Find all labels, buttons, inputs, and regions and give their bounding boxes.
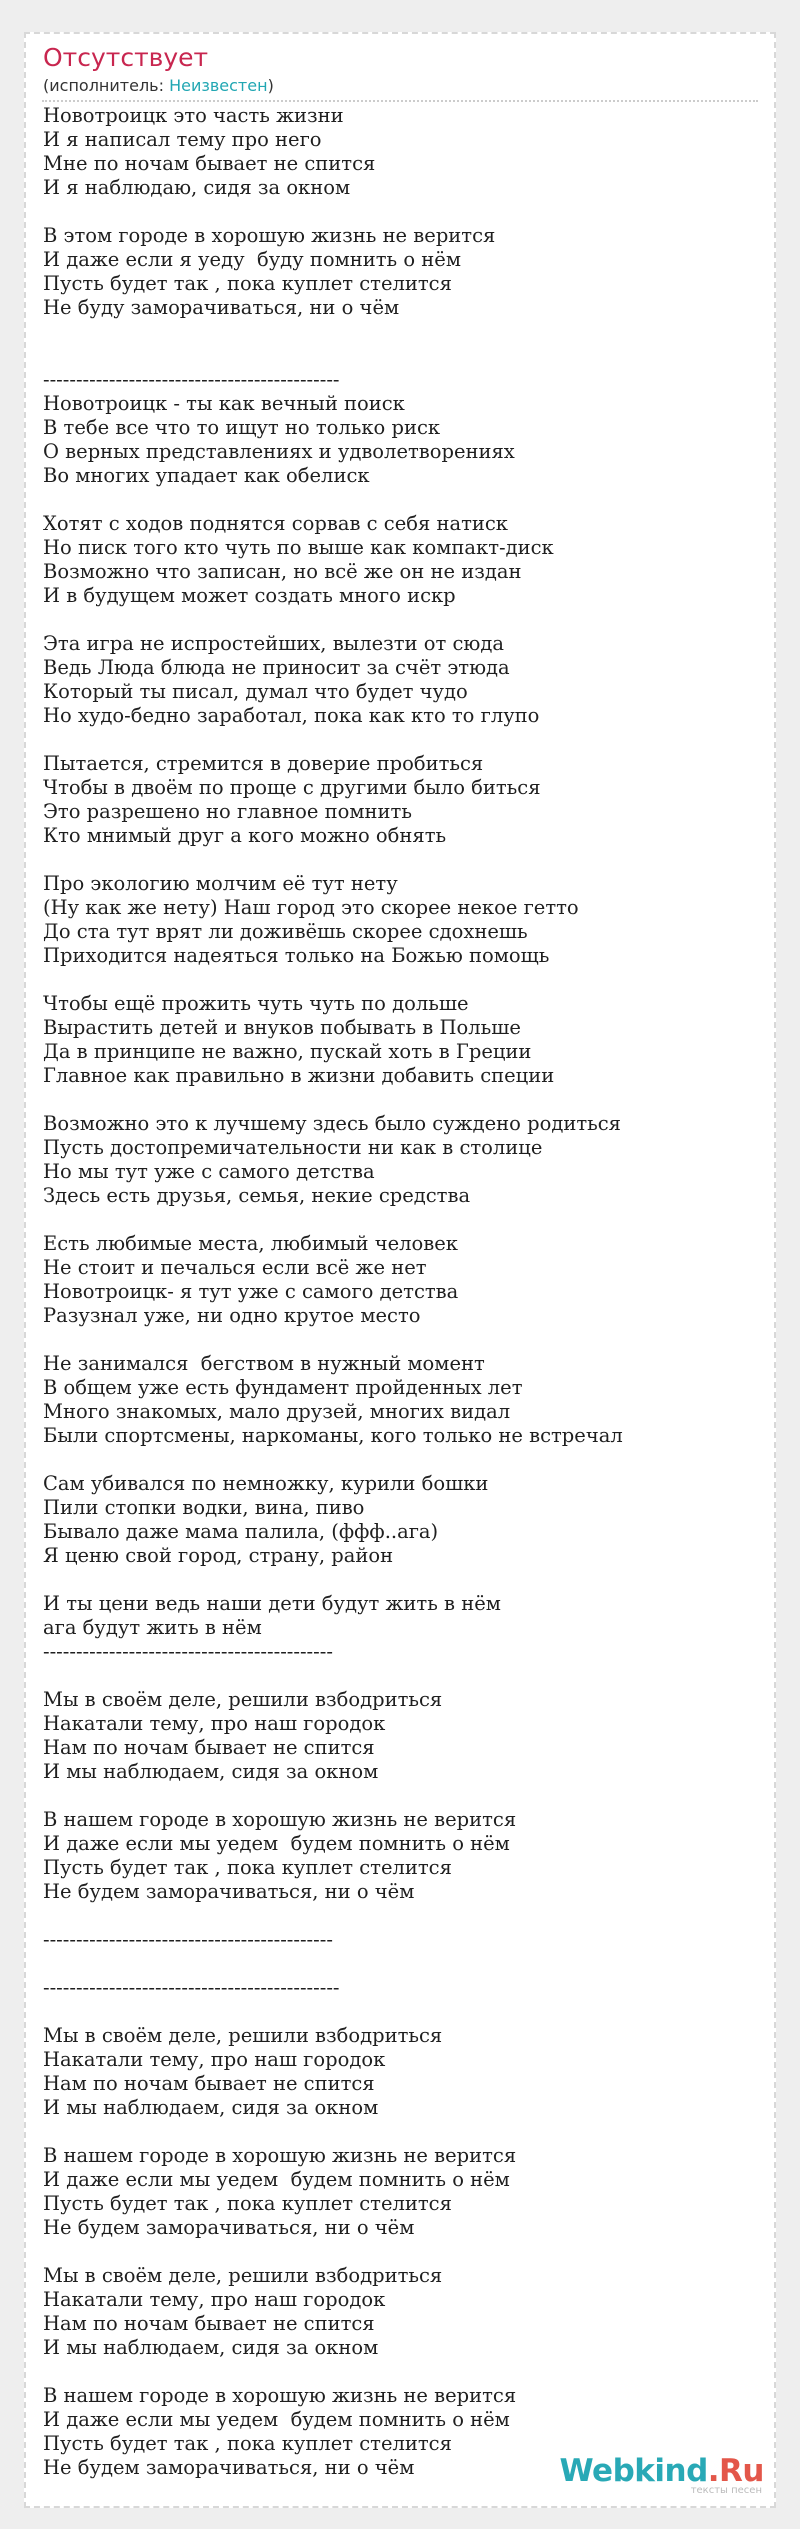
artist-prefix: (исполнитель:	[43, 76, 170, 95]
lyric-line: В этом городе в хорошую жизнь не верится	[43, 224, 496, 247]
lyric-line: В нашем городе в хорошую жизнь не верится	[43, 1808, 517, 1831]
lyric-line: Про экологию молчим её тут нету	[43, 872, 398, 895]
lyric-line: Мне по ночам бывает не спится	[43, 152, 376, 175]
lyric-line	[43, 1208, 763, 1232]
lyric-line: Чтобы в двоём по проще с другими было биться	[43, 776, 541, 799]
lyric-line	[43, 200, 763, 224]
lyric-line: Хотят с ходов поднятся сорвав с себя натиск	[43, 512, 508, 535]
lyric-line: В тебе все что то ищут но только риск	[43, 416, 441, 439]
lyric-line: И мы наблюдаем, сидя за окном	[43, 2336, 379, 2359]
lyrics-text	[43, 104, 763, 2480]
lyric-line: Есть любимые места, любимый человек	[43, 1232, 458, 1255]
lyric-line: Пусть достопремичательности ни как в столице	[43, 1136, 543, 1159]
lyric-line	[43, 1784, 763, 1808]
lyric-line: --------------------------------------------	[43, 1928, 333, 1951]
lyric-line	[43, 1664, 763, 1688]
lyric-line: Новотроицк- я тут уже с самого детства	[43, 1280, 459, 1303]
lyric-line: Возможно это к лучшему здесь было суждено родиться	[43, 1112, 621, 1135]
lyric-line: Не занимался бегством в нужный момент	[43, 1352, 485, 1375]
lyric-line: В нашем городе в хорошую жизнь не верится	[43, 2144, 517, 2167]
lyric-line: Не будем заморачиваться, ни о чём	[43, 2456, 415, 2479]
lyric-line: Нам по ночам бывает не спится	[43, 1736, 375, 1759]
lyric-line	[43, 1568, 763, 1592]
lyric-line	[43, 320, 763, 344]
lyric-line: Кто мнимый друг а кого можно обнять	[43, 824, 447, 847]
lyric-line: О верных представлениях и удволетворениях	[43, 440, 515, 463]
logo-tld: .Ru	[707, 2453, 764, 2489]
lyric-line: Накатали тему, про наш городок	[43, 2048, 386, 2071]
lyric-line: Который ты писал, думал что будет чудо	[43, 680, 468, 703]
lyric-line	[43, 488, 763, 512]
lyric-line: Ведь Люда блюда не приносит за счёт этюда	[43, 656, 510, 679]
lyric-line: И даже если мы уедем будем помнить о нём	[43, 2168, 510, 2191]
lyric-line: В нашем городе в хорошую жизнь не верится	[43, 2384, 517, 2407]
lyric-line: ---------------------------------------------	[43, 368, 340, 391]
lyric-line: Вырастить детей и внуков побывать в Польше	[43, 1016, 521, 1039]
lyric-line: Мы в своём деле, решили взбодриться	[43, 2024, 443, 2047]
lyric-line	[43, 2360, 763, 2384]
lyric-line: Нам по ночам бывает не спится	[43, 2312, 375, 2335]
lyric-line: Не будем заморачиваться, ни о чём	[43, 2216, 415, 2239]
lyric-line: Главное как правильно в жизни добавить специи	[43, 1064, 555, 1087]
lyric-line	[43, 344, 763, 368]
lyric-line: Пытается, стремится в доверие пробиться	[43, 752, 484, 775]
lyric-line: Новотроицк - ты как вечный поиск	[43, 392, 405, 415]
lyric-line: ---------------------------------------------	[43, 1976, 340, 1999]
lyric-line: Новотроицк это часть жизни	[43, 104, 344, 127]
lyric-line: ага будут жить в нём	[43, 1616, 262, 1639]
lyric-line: Пусть будет так , пока куплет стелится	[43, 1856, 452, 1879]
lyric-line	[43, 1328, 763, 1352]
song-title: Отсутствует	[43, 43, 209, 72]
lyric-line: Мы в своём деле, решили взбодриться	[43, 1688, 443, 1711]
lyric-line: Я ценю свой город, страну, район	[43, 1544, 394, 1567]
lyric-line: (Ну как же нету) Наш город это скорее некое гетто	[43, 896, 579, 919]
webkind-logo	[559, 2454, 764, 2488]
lyric-line: Да в принципе не важно, пускай хоть в Греции	[43, 1040, 532, 1063]
lyric-line	[43, 1448, 763, 1472]
lyric-line: И я наблюдаю, сидя за окном	[43, 176, 351, 199]
lyric-line: Пусть будет так , пока куплет стелится	[43, 272, 452, 295]
lyric-line: Мы в своём деле, решили взбодриться	[43, 2264, 443, 2287]
lyric-line: Это разрешено но главное помнить	[43, 800, 412, 823]
lyric-line: И мы наблюдаем, сидя за окном	[43, 1760, 379, 1783]
lyric-line: Пусть будет так , пока куплет стелится	[43, 2432, 452, 2455]
lyric-line: Приходится надеяться только на Божью помощь	[43, 944, 550, 967]
lyric-line: Чтобы ещё прожить чуть чуть по дольше	[43, 992, 469, 1015]
site-watermark	[559, 2454, 764, 2496]
lyric-line	[43, 728, 763, 752]
lyric-line: Нам по ночам бывает не спится	[43, 2072, 375, 2095]
lyric-line: Сам убивался по немножку, курили бошки	[43, 1472, 489, 1495]
lyric-line: Не стоит и печалься если всё же нет	[43, 1256, 427, 1279]
lyric-line: Но писк того кто чуть по выше как компакт-диск	[43, 536, 554, 559]
lyric-line: И мы наблюдаем, сидя за окном	[43, 2096, 379, 2119]
lyric-line	[43, 2000, 763, 2024]
lyric-line: И даже если мы уедем будем помнить о нём	[43, 1832, 510, 1855]
lyric-line	[43, 1088, 763, 1112]
lyric-line: Не буду заморачиваться, ни о чём	[43, 296, 400, 319]
lyric-line	[43, 848, 763, 872]
lyric-line: Много знакомых, мало друзей, многих видал	[43, 1400, 511, 1423]
lyric-line: И я написал тему про него	[43, 128, 322, 151]
lyric-line: --------------------------------------------	[43, 1640, 333, 1663]
lyric-line: И даже если мы уедем будем помнить о нём	[43, 2408, 510, 2431]
lyric-line	[43, 2120, 763, 2144]
lyric-line: Но мы тут уже с самого детства	[43, 1160, 375, 1183]
lyric-line: Были спортсмены, наркоманы, кого только не встречал	[43, 1424, 623, 1447]
artist-line	[43, 76, 274, 96]
lyric-line: И в будущем может создать много искр	[43, 584, 456, 607]
lyric-line: Во многих упадает как обелиск	[43, 464, 370, 487]
lyric-line: И даже если я уеду буду помнить о нём	[43, 248, 461, 271]
lyric-line: Здесь есть друзья, семья, некие средства	[43, 1184, 471, 1207]
lyric-line: Бывало даже мама палила, (ффф..ага)	[43, 1520, 439, 1543]
lyric-line: И ты цени ведь наши дети будут жить в нём	[43, 1592, 501, 1615]
lyric-line	[43, 968, 763, 992]
logo-tagline: тексты песен	[690, 2485, 762, 2496]
lyric-line: Возможно что записан, но всё же он не издан	[43, 560, 522, 583]
lyric-line: В общем уже есть фундамент пройденных лет	[43, 1376, 523, 1399]
lyric-line: Пусть будет так , пока куплет стелится	[43, 2192, 452, 2215]
header-divider	[42, 100, 758, 102]
lyrics-card	[24, 32, 776, 2508]
lyric-line	[43, 608, 763, 632]
lyric-line	[43, 2240, 763, 2264]
logo-brand: Webkind	[559, 2453, 708, 2489]
lyric-line: Пили стопки водки, вина, пиво	[43, 1496, 365, 1519]
lyric-line: Накатали тему, про наш городок	[43, 2288, 386, 2311]
lyric-line: Не будем заморачиваться, ни о чём	[43, 1880, 415, 1903]
artist-suffix: )	[267, 76, 274, 95]
lyric-line: Накатали тему, про наш городок	[43, 1712, 386, 1735]
lyric-line: Но худо-бедно заработал, пока как кто то глупо	[43, 704, 540, 727]
lyric-line	[43, 1952, 763, 1976]
lyric-line: Разузнал уже, ни одно крутое место	[43, 1304, 421, 1327]
lyric-line: Эта игра не испростейших, вылезти от сюда	[43, 632, 504, 655]
lyric-line: До ста тут врят ли доживёшь скорее сдохнешь	[43, 920, 528, 943]
lyric-line	[43, 1904, 763, 1928]
artist-link[interactable]: Неизвестен	[169, 76, 268, 95]
